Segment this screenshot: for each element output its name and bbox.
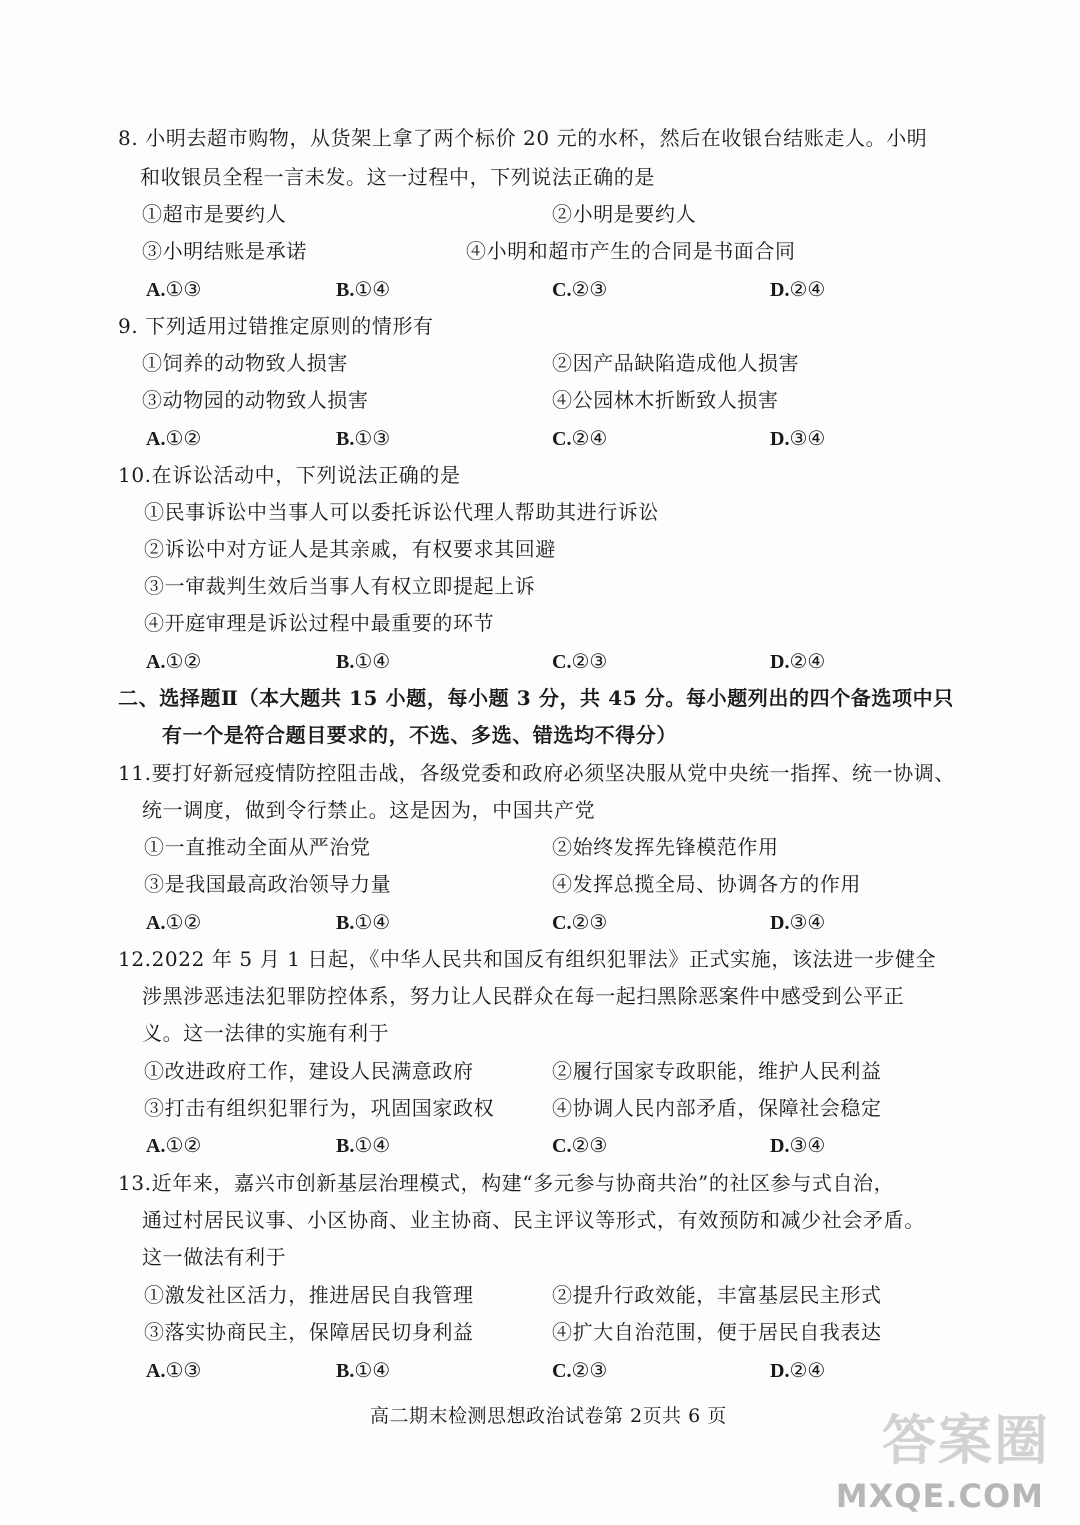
q12-statement-1: ①改进政府工作，建设人民满意政府	[144, 1059, 474, 1083]
q8-statement-2: ②小明是要约人	[552, 202, 697, 226]
q11-stem-line2: 统一调度，做到令行禁止。这是因为，中国共产党	[142, 798, 596, 822]
section2-heading-line2: 有一个是符合题目要求的，不选、多选、错选均不得分）	[162, 723, 677, 747]
q13-statement-1: ①激发社区活力，推进居民自我管理	[144, 1283, 474, 1307]
q13-option-d: D.②④	[770, 1358, 826, 1382]
q12-statement-2: ②履行国家专政职能，维护人民利益	[552, 1059, 882, 1083]
q9-statement-2: ②因产品缺陷造成他人损害	[552, 351, 800, 375]
q13-option-a: A.①③	[146, 1358, 202, 1382]
q13-stem-line2: 通过村居民议事、小区协商、业主协商、民主评议等形式，有效预防和减少社会矛盾。	[142, 1208, 925, 1232]
q9-option-d: D.③④	[770, 426, 826, 450]
q11-option-c: C.②③	[552, 910, 608, 934]
q10-option-d: D.②④	[770, 649, 826, 673]
q12-option-b: B.①④	[336, 1133, 391, 1157]
q12-stem-line2: 涉黑涉恶违法犯罪防控体系，努力让人民群众在每一起扫黑除恶案件中感受到公平正	[142, 984, 905, 1008]
q13-statement-2: ②提升行政效能，丰富基层民主形式	[552, 1283, 882, 1307]
q10-stem-line1: 10.在诉讼活动中，下列说法正确的是	[118, 463, 461, 487]
watermark-text: MXQE.COM	[835, 1477, 1044, 1515]
q11-option-b: B.①④	[336, 910, 391, 934]
q10-option-b: B.①④	[336, 649, 391, 673]
q10-statement-1: ①民事诉讼中当事人可以委托诉讼代理人帮助其进行诉讼	[144, 500, 659, 524]
q13-statement-3: ③落实协商民主，保障居民切身利益	[144, 1320, 474, 1344]
q13-stem-line3: 这一做法有利于	[142, 1245, 287, 1269]
q12-stem-line3: 义。这一法律的实施有利于	[142, 1021, 390, 1045]
q13-stem-line1: 13.近年来，嘉兴市创新基层治理模式，构建“多元参与协商共治”的社区参与式自治，	[118, 1171, 895, 1195]
watermark-logo: 答案圈	[882, 1409, 1050, 1472]
q11-option-a: A.①②	[146, 910, 202, 934]
q11-stem-line1: 11.要打好新冠疫情防控阻击战，各级党委和政府必须坚决服从党中央统一指挥、统一协调、	[118, 761, 956, 785]
q8-option-c: C.②③	[552, 277, 608, 301]
q9-statement-4: ④公园林木折断致人损害	[552, 388, 779, 412]
q8-option-d: D.②④	[770, 277, 826, 301]
q8-statement-4: ④小明和超市产生的合同是书面合同	[466, 239, 796, 263]
section2-heading-line1: 二、选择题Ⅱ（本大题共 15 小题，每小题 3 分，共 45 分。每小题列出的四个备选项中只	[118, 686, 954, 710]
q8-statement-1: ①超市是要约人	[142, 202, 287, 226]
q8-option-a: A.①③	[146, 277, 202, 301]
q9-option-b: B.①③	[336, 426, 391, 450]
q11-statement-4: ④发挥总揽全局、协调各方的作用	[552, 872, 861, 896]
q8-stem-line2: 和收银员全程一言未发。这一过程中，下列说法正确的是	[140, 165, 655, 189]
q9-stem-line1: 9. 下列适用过错推定原则的情形有	[118, 314, 434, 338]
q10-option-c: C.②③	[552, 649, 608, 673]
q8-stem-line1: 8. 小明去超市购物，从货架上拿了两个标价 20 元的水杯，然后在收银台结账走人。小明	[118, 126, 928, 150]
q13-statement-4: ④扩大自治范围，便于居民自我表达	[552, 1320, 882, 1344]
q13-option-c: C.②③	[552, 1358, 608, 1382]
q11-statement-1: ①一直推动全面从严治党	[144, 835, 371, 859]
q8-option-b: B.①④	[336, 277, 391, 301]
q13-option-b: B.①④	[336, 1358, 391, 1382]
page-footer: 高二期末检测思想政治试卷第 2页共 6 页	[370, 1405, 727, 1427]
q12-option-d: D.③④	[770, 1133, 826, 1157]
q10-option-a: A.①②	[146, 649, 202, 673]
q11-statement-3: ③是我国最高政治领导力量	[144, 872, 392, 896]
q8-statement-3: ③小明结账是承诺	[142, 239, 307, 263]
q12-statement-4: ④协调人民内部矛盾，保障社会稳定	[552, 1096, 882, 1120]
q9-statement-1: ①饲养的动物致人损害	[142, 351, 348, 375]
q10-statement-3: ③一审裁判生效后当事人有权立即提起上诉	[144, 574, 536, 598]
q10-statement-2: ②诉讼中对方证人是其亲戚，有权要求其回避	[144, 537, 556, 561]
q12-stem-line1: 12.2022 年 5 月 1 日起，《中华人民共和国反有组织犯罪法》正式实施，该法进一步健全	[118, 947, 937, 971]
q11-option-d: D.③④	[770, 910, 826, 934]
q12-option-c: C.②③	[552, 1133, 608, 1157]
q12-option-a: A.①②	[146, 1133, 202, 1157]
q9-option-a: A.①②	[146, 426, 202, 450]
q11-statement-2: ②始终发挥先锋模范作用	[552, 835, 779, 859]
q12-statement-3: ③打击有组织犯罪行为，巩固国家政权	[144, 1096, 495, 1120]
q9-option-c: C.②④	[552, 426, 608, 450]
q9-statement-3: ③动物园的动物致人损害	[142, 388, 369, 412]
q10-statement-4: ④开庭审理是诉讼过程中最重要的环节	[144, 611, 495, 635]
